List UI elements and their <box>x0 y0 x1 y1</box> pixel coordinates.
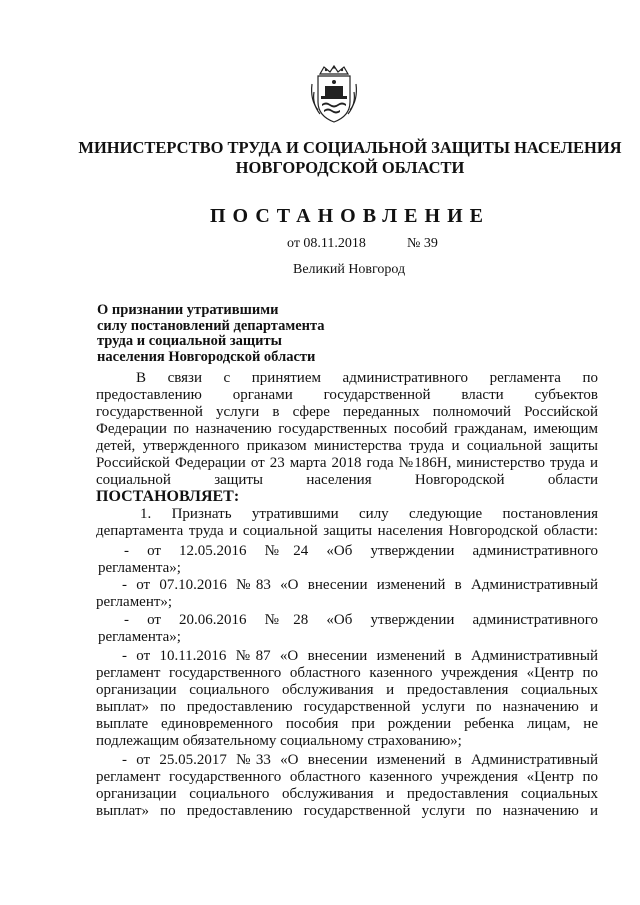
preamble-line: государственной услуги в сфере переданных полномочий Российской <box>96 404 598 420</box>
item1-line: 1. Признать утратившими силу следующие постановления <box>140 506 598 522</box>
list-item: выплате единовременного пособия при рождении ребенка лицам, не <box>96 716 598 732</box>
list-item: - от 25.05.2017 №33 «О внесении изменений в Административный <box>122 752 598 768</box>
subject-line: труда и социальной защиты <box>97 333 282 349</box>
list-item: - от 12.05.2016 №24 «Об утверждении административного <box>124 543 598 559</box>
preamble-line: социальной защиты населения Новгородской области <box>96 472 598 488</box>
list-item: регламента»; <box>98 629 181 645</box>
document-type: ПОСТАНОВЛЕНИЕ <box>210 205 490 227</box>
list-item: организации социального обслуживания и предоставления социальных <box>96 682 598 698</box>
document-date: от 08.11.2018 <box>287 236 366 251</box>
list-item: регламент государственного областного казенного учреждения «Центр по <box>96 665 598 681</box>
list-item: регламент государственного областного казенного учреждения «Центр по <box>96 769 598 785</box>
document-city: Великий Новгород <box>293 262 406 277</box>
list-item: подлежащим обязательному социальному страхованию»; <box>96 733 462 749</box>
item1-line: департамента труда и социальной защиты населения Новгородской области: <box>96 523 598 539</box>
list-item: выплат» по предоставлению государственной услуги по назначению и <box>96 699 598 715</box>
subject-line: населения Новгородской области <box>97 348 316 365</box>
ministry-name-line1: МИНИСТЕРСТВО ТРУДА И СОЦИАЛЬНОЙ ЗАЩИТЫ НАСЕЛЕНИЯ <box>78 138 622 157</box>
list-item: - от 20.06.2016 №28 «Об утверждении административного <box>124 612 598 628</box>
subject-line: О признании утратившими <box>97 302 279 318</box>
list-item: - от 07.10.2016 №83 «О внесении изменений в Административный <box>122 577 598 593</box>
subject-line: силу постановлений департамента <box>97 317 325 334</box>
preamble-line: предоставлению органами государственной власти субъектов <box>96 387 598 403</box>
document-number: № 39 <box>407 236 438 251</box>
subject-block <box>97 303 357 365</box>
preamble-line: Российской Федерации от 23 марта 2018 года №186Н, министерство труда и <box>96 455 598 471</box>
list-item: - от 10.11.2016 №87 «О внесении изменений в Административный <box>122 648 598 664</box>
resolves-heading: ПОСТАНОВЛЯЕТ: <box>96 488 240 505</box>
preamble-line: В связи с принятием административного регламента по <box>136 370 598 386</box>
novgorod-coat-of-arms-icon <box>308 64 360 126</box>
list-item: выплат» по предоставлению государственной услуги по назначению и <box>96 803 598 819</box>
list-item: регламент»; <box>96 594 173 610</box>
preamble-line: Федерации по назначению государственных пособий гражданам, имеющим <box>96 421 598 437</box>
list-item: организации социального обслуживания и предоставления социальных <box>96 786 598 802</box>
list-item: регламента»; <box>98 560 181 576</box>
preamble-line: детей, утвержденного приказом министерства труда и социальной защиты <box>96 438 598 454</box>
ministry-name-line2: НОВГОРОДСКОЙ ОБЛАСТИ <box>235 158 465 177</box>
